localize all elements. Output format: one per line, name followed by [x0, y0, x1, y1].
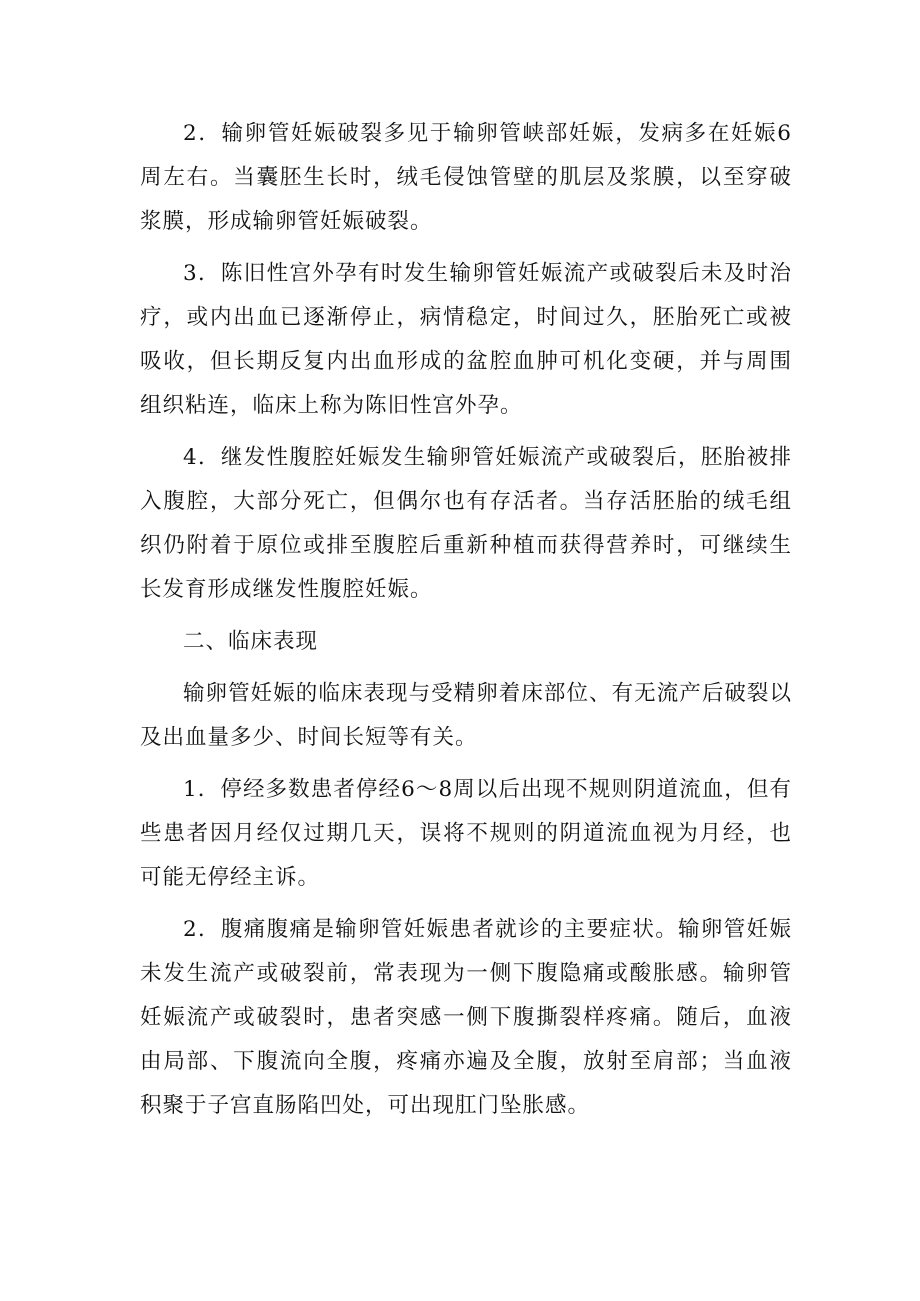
paragraph-secondary-abdominal: 4．继发性腹腔妊娠发生输卵管妊娠流产或破裂后，胚胎被排入腹腔，大部分死亡，但偶尔也有存活者。当存活胚胎的绒毛组织仍附着于原位或排至腹腔后重新种植而获得营养时，可继续生长发育形成继发性腹腔妊娠。 — [140, 445, 792, 602]
paragraph-abdominal-pain: 2．腹痛腹痛是输卵管妊娠患者就诊的主要症状。输卵管妊娠未发生流产或破裂前，常表现为一侧下腹隐痛或酸胀感。输卵管妊娠流产或破裂时，患者突感一侧下腹撕裂样疼痛。随后，血液由局部、下腹流向全腹，疼痛亦遍及全腹，放射至肩部；当血液积聚于子宫直肠陷凹处，可出现肛门坠胀感。 — [140, 917, 792, 1118]
paragraph-tubal-rupture: 2．输卵管妊娠破裂多见于输卵管峡部妊娠，发病多在妊娠6周左右。当囊胚生长时，绒毛侵蚀管壁的肌层及浆膜，以至穿破浆膜，形成输卵管妊娠破裂。 — [140, 121, 792, 234]
section-heading-clinical: 二、临床表现 — [183, 629, 319, 654]
paragraph-old-ectopic: 3．陈旧性宫外孕有时发生输卵管妊娠流产或破裂后未及时治疗，或内出血已逐渐停止，病情稳定，时间过久，胚胎死亡或被吸收，但长期反复内出血形成的盆腔血肿可机化变硬，并与周围组织粘连，临床上称为陈旧性宫外孕。 — [140, 261, 792, 418]
paragraph-amenorrhea: 1．停经多数患者停经6～8周以后出现不规则阴道流血，但有些患者因月经仅过期几天，误将不规则的阴道流血视为月经，也可能无停经主诉。 — [140, 777, 792, 890]
paragraph-clinical-intro: 输卵管妊娠的临床表现与受精卵着床部位、有无流产后破裂以及出血量多少、时间长短等有关。 — [140, 681, 792, 750]
